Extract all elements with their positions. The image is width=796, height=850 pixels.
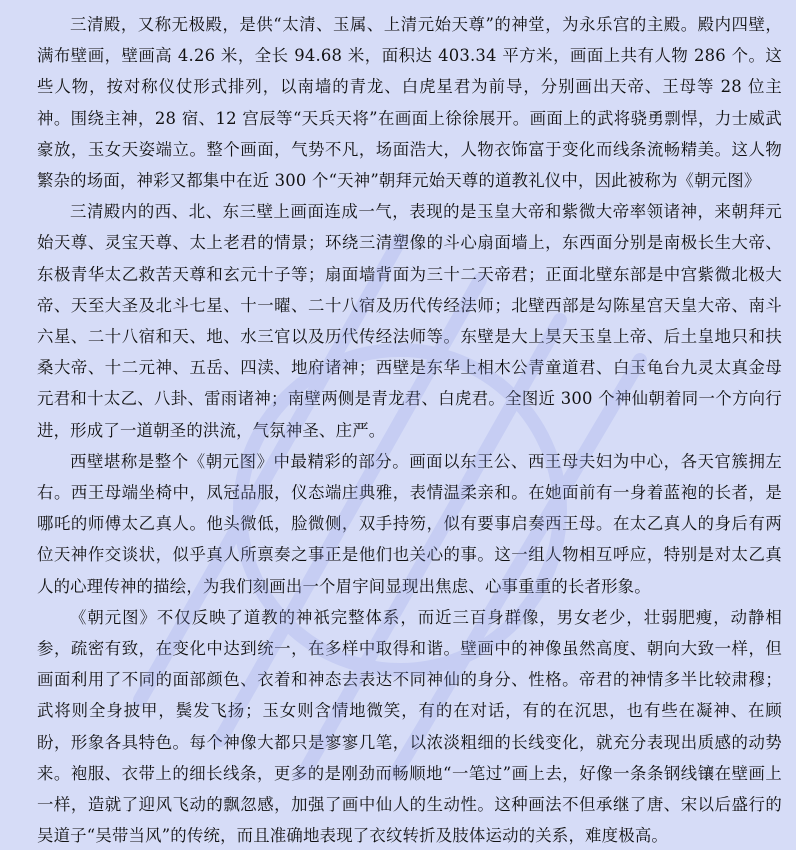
paragraph-sanqing-hall: 三清殿，又称无极殿，是供“太清、玉属、上清元始天尊”的神堂，为永乐宫的主殿。殿内四壁，满布壁画，壁画高 4.26 米，全长 94.68 米，面积达 403.34 平方米，画面上共有人物 286 个。这些人物，按对称仪仗形式排列，以南墙的青龙、白虎星君为前导，分别画出天帝、王母等 28 位主神。围绕主神，28 宿、12 宫辰等“天兵天将”在画面上徐徐展开。画面上的武将骁勇剽悍，力士威武豪放，玉女天姿端立。整个画面，气势不凡，场面浩大，人物衣饰富于变化而线条流畅精美。这人物繁杂的场面，神彩又都集中在近 300 个“天神”朝拜元始天尊的道教礼仪中，因此被称为《朝元图》 xyxy=(37,15,782,191)
article-body xyxy=(37,9,782,850)
paragraph-three-walls: 三清殿内的西、北、东三壁上画面连成一气，表现的是玉皇大帝和紫微大帝率领诸神，来朝拜元始天尊、灵宝天尊、太上老君的情景；环绕三清塑像的斗心扇面墙上，东西面分别是南极长生大帝、东极青华太乙救苦天尊和玄元十子等；扇面墙背面为三十二天帝君；正面北壁东部是中宫紫微北极大帝、天至大圣及北斗七星、十一曜、二十八宿及历代传经法师；北壁西部是勾陈星宫天皇大帝、南斗六星、二十八宿和天、地、水三官以及历代传经法师等。东壁是大上昊天玉皇上帝、后土皇地只和扶桑大帝、十二元神、五岳、四渎、地府诸神；西壁是东华上相木公青童道君、白玉龟台九灵太真金母元君和十太乙、八卦、雷雨诸神；南壁两侧是青龙君、白虎君。全图近 300 个神仙朝着同一个方向行进，形成了一道朝圣的洪流，气氛神圣、庄严。 xyxy=(37,202,782,440)
paragraph-west-wall: 西壁堪称是整个《朝元图》中最精彩的部分。画面以东王公、西王母夫妇为中心，各天官簇拥左右。西王母端坐椅中，凤冠品服，仪态端庄典雅，表情温柔亲和。在她面前有一身着蓝袍的长者，是哪吒的师傅太乙真人。他头微低，脸微侧，双手持笏，似有要事启奏西王母。在太乙真人的身后有两位天神作交谈状，似乎真人所禀奏之事正是他们也关心的事。这一组人物相互呼应，特别是对太乙真人的心理传神的描绘，为我们刻画出一个眉宇间显现出焦虑、心事重重的长者形象。 xyxy=(37,451,782,596)
paragraph-chaoyuan-art: 《朝元图》不仅反映了道教的神祇完整体系，而近三百身群像，男女老少，壮弱肥瘦，动静相参，疏密有致，在变化中达到统一，在多样中取得和谐。壁画中的神像虽然高度、朝向大致一样，但画面利用了不同的面部颜色、衣着和神态去表达不同神仙的身分、性格。帝君的神情多半比较肃穆；武将则全身披甲，鬓发飞扬；玉女则含情地微笑，有的在对话，有的在沉思，也有些在凝神、在顾盼，形象各具特色。每个神像大都只是寥寥几笔，以浓淡粗细的长线变化，就充分表现出质感的动势来。袍服、衣带上的细长线条，更多的是刚劲而畅顺地“一笔过”画上去，好像一条条钢线镶在壁画上一样，造就了迎风飞动的飘忽感，加强了画中仙人的生动性。这种画法不但承继了唐、宋以后盛行的吴道子“吴带当风”的传统，而且准确地表现了衣纹转折及肢体运动的关系，难度极高。 xyxy=(37,607,782,846)
